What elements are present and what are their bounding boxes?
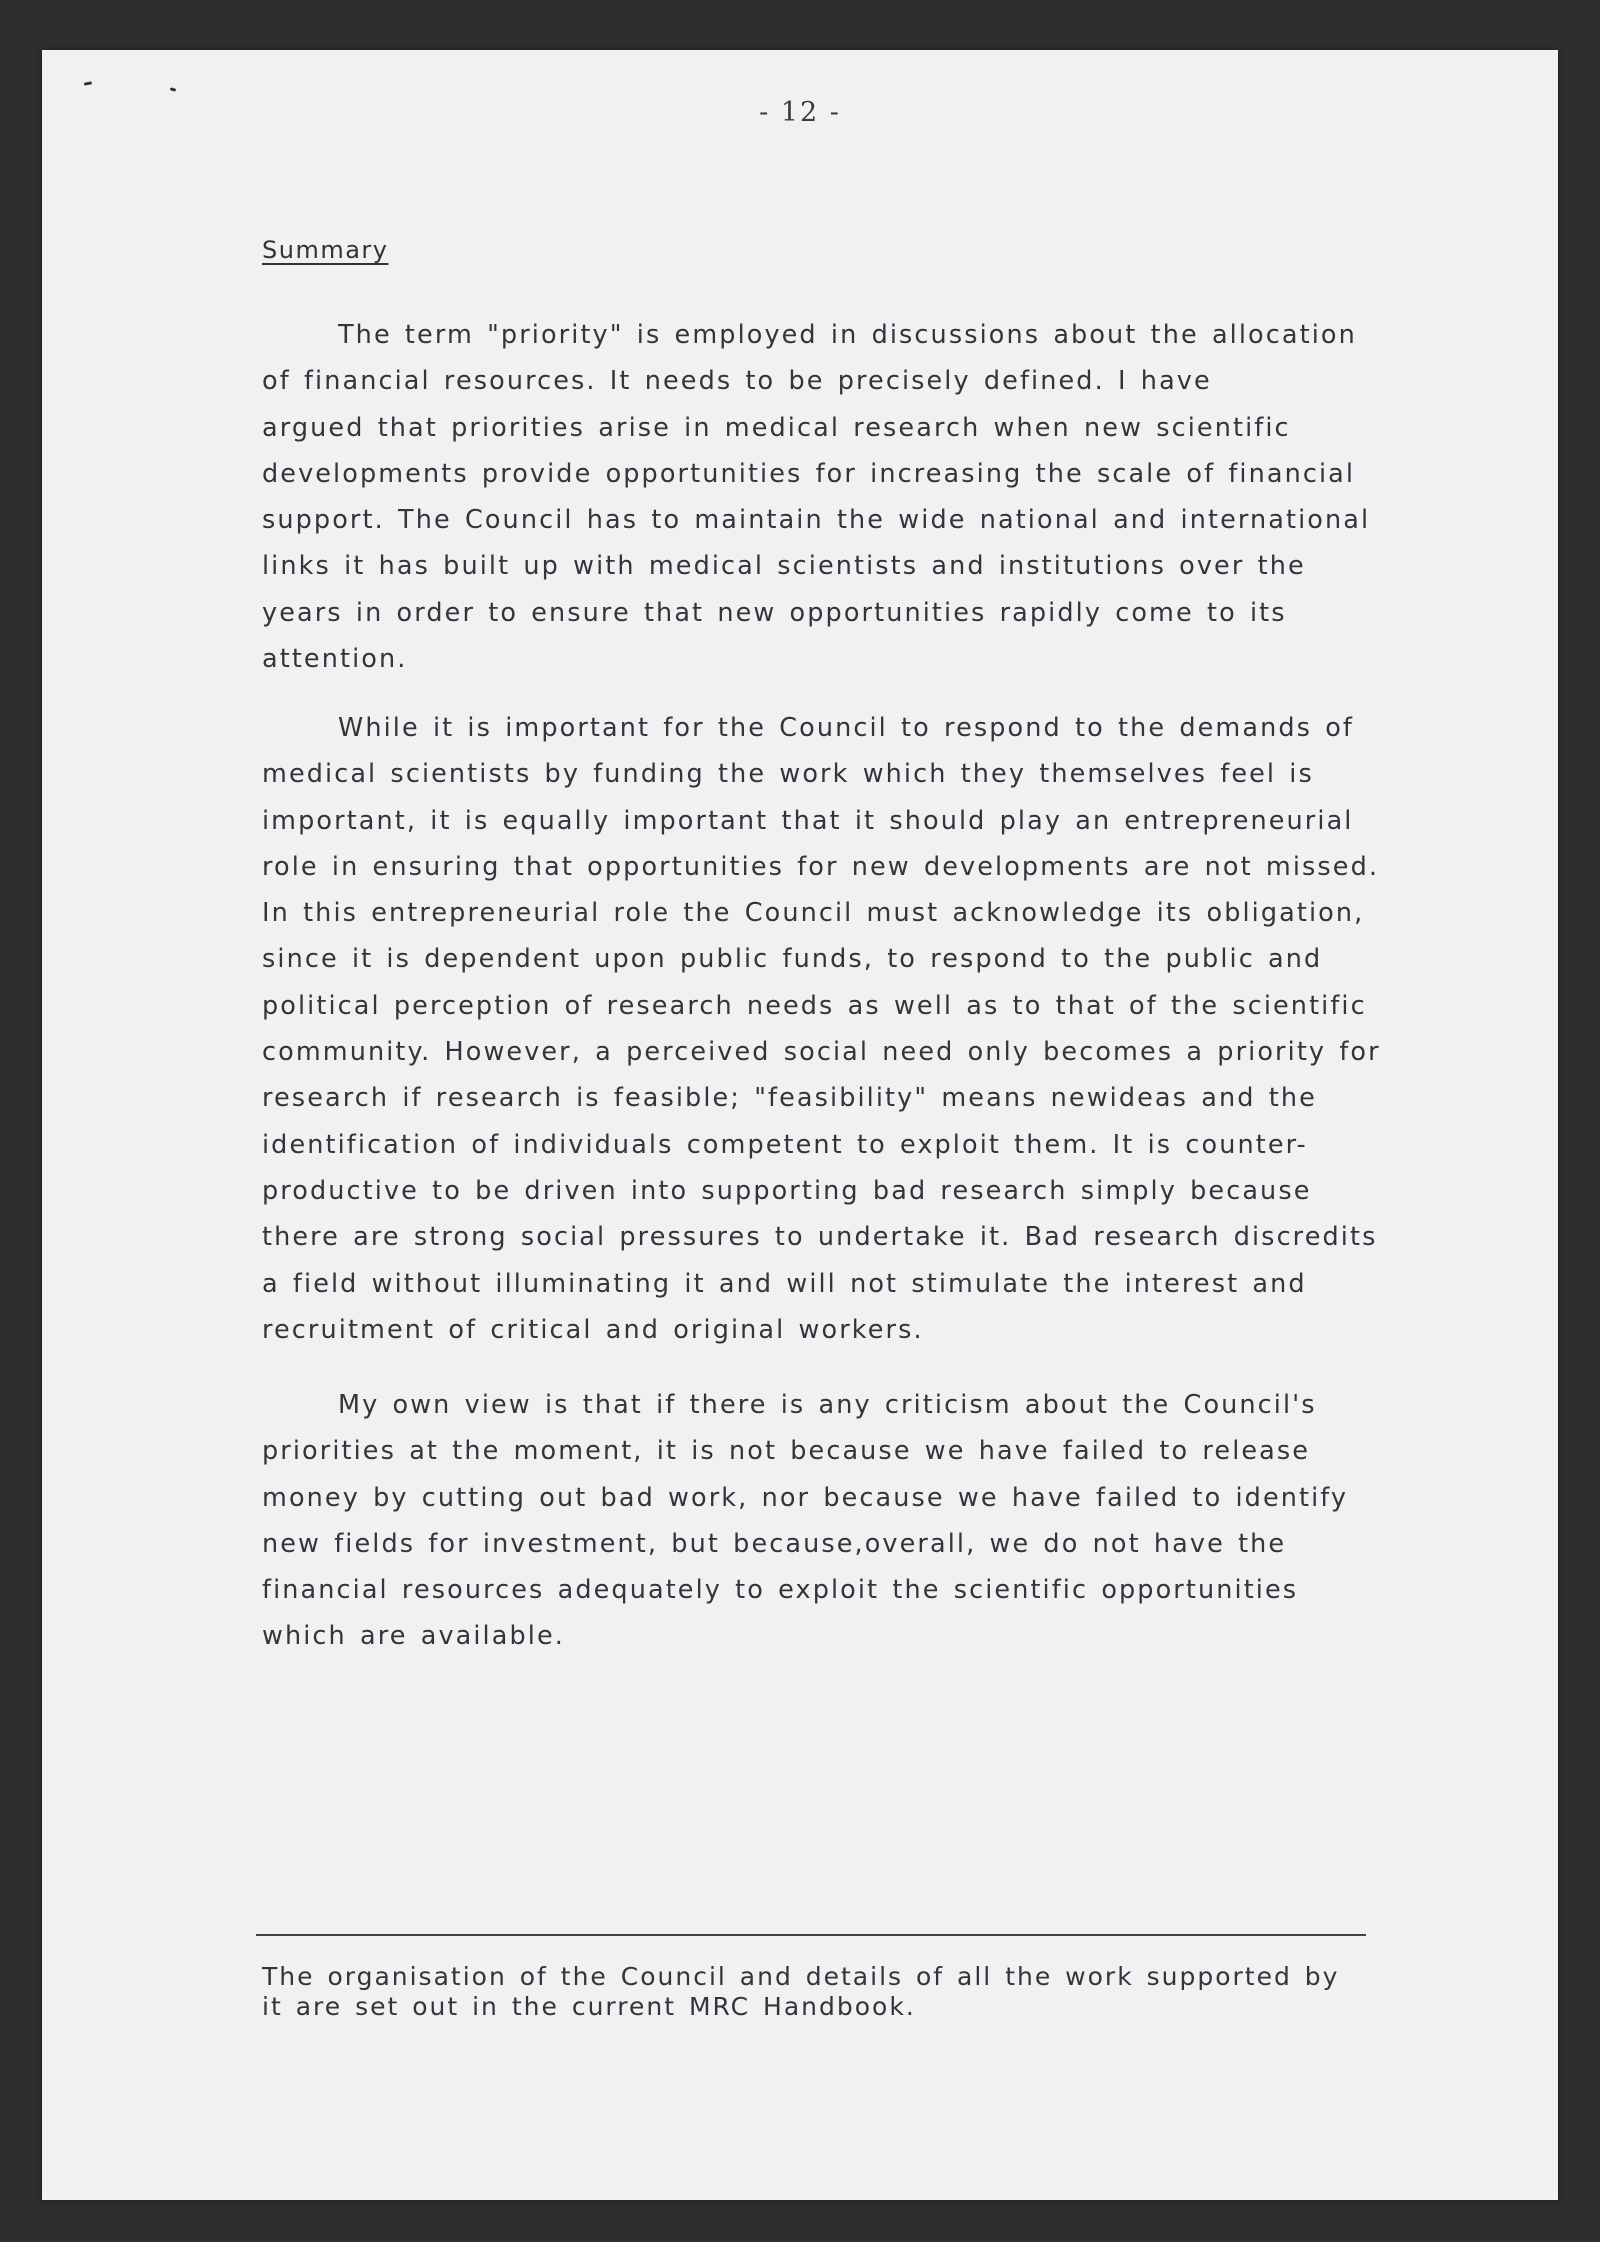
footnote [262,1962,1382,2022]
text-line: argued that priorities arise in medical research when new scientific [262,412,1291,443]
text-line: My own view is that if there is any criticism about the Council's [338,1390,1317,1420]
text-line: recruitment of critical and original workers. [262,1314,924,1345]
text-line: years in order to ensure that new opportunities rapidly come to its [262,597,1287,628]
document-page [42,50,1558,2200]
text-line: attention. [262,644,408,675]
paragraph-1 [262,312,1432,682]
text-line: of financial resources. It needs to be precisely defined. I have [262,366,1212,397]
page-mark [170,87,177,91]
footnote-line: The organisation of the Council and details of all the work supported by [262,1962,1340,1991]
text-line: links it has built up with medical scientists and institutions over the [262,551,1306,582]
footnote-line: it are set out in the current MRC Handbook. [262,1992,916,2021]
text-line: community. However, a perceived social need only becomes a priority for [262,1037,1381,1068]
text-line: which are available. [262,1621,565,1652]
text-line: developments provide opportunities for increasing the scale of financial [262,458,1356,489]
text-line: research if research is feasible; "feasibility" means newideas and the [262,1083,1317,1114]
text-line: identification of individuals competent to exploit them. It is counter- [262,1129,1308,1160]
text-line: there are strong social pressures to undertake it. Bad research discredits [262,1222,1378,1253]
paragraph-2 [262,705,1432,1353]
section-heading: Summary [262,236,389,264]
page-number: - 12 - [759,97,841,128]
text-line: role in ensuring that opportunities for new developments are not missed. [262,851,1380,882]
text-line: financial resources adequately to exploit the scientific opportunities [262,1575,1299,1606]
text-line: medical scientists by funding the work which they themselves feel is [262,759,1314,790]
footnote-divider [256,1934,1366,1936]
text-line: In this entrepreneurial role the Council must acknowledge its obligation, [262,898,1365,929]
text-line: important, it is equally important that it should play an entrepreneurial [262,805,1354,836]
text-line: productive to be driven into supporting bad research simply because [262,1175,1312,1206]
paragraph-3 [262,1382,1432,1660]
text-line: new fields for investment, but because,overall, we do not have the [262,1528,1287,1559]
text-line: The term "priority" is employed in discussions about the allocation [338,320,1357,350]
page-mark [84,81,92,85]
text-line: a field without illuminating it and will not stimulate the interest and [262,1268,1307,1299]
text-line: support. The Council has to maintain the wide national and international [262,505,1371,536]
text-line: While it is important for the Council to respond to the demands of [338,713,1354,743]
text-line: money by cutting out bad work, nor because we have failed to identify [262,1482,1349,1513]
text-line: since it is dependent upon public funds, to respond to the public and [262,944,1323,975]
text-line: political perception of research needs as well as to that of the scientific [262,990,1367,1021]
text-line: priorities at the moment, it is not because we have failed to release [262,1436,1311,1467]
